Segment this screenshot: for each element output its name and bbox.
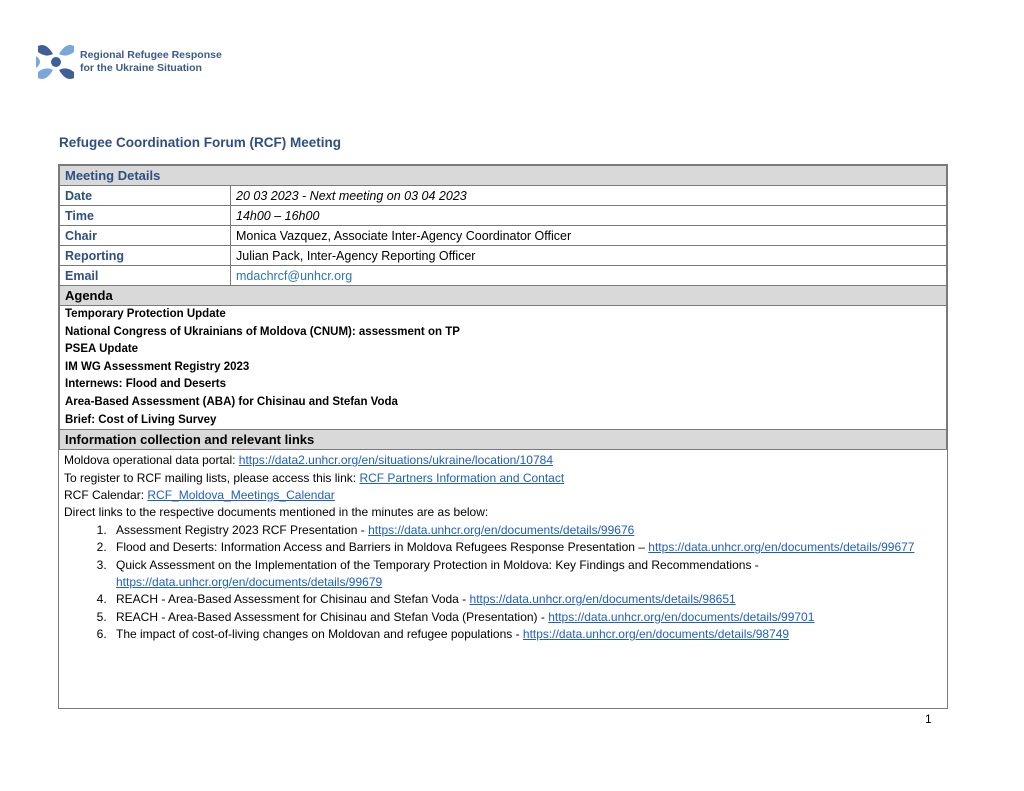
time-value: 14h00 – 16h00 xyxy=(231,206,947,226)
register-line xyxy=(64,470,942,487)
portal-line xyxy=(64,452,942,469)
document-links-list xyxy=(64,522,942,644)
register-link[interactable]: RCF Partners Information and Contact xyxy=(359,470,565,485)
document-link[interactable]: https://data.unhcr.org/en/documents/details/99676 xyxy=(368,522,635,537)
agenda-item: PSEA Update xyxy=(65,343,139,356)
document-link[interactable]: https://data.unhcr.org/en/documents/details/98651 xyxy=(469,592,736,607)
agenda-header: Agenda xyxy=(60,286,947,306)
calendar-text: RCF Calendar: xyxy=(64,487,148,502)
agenda-item: National Congress of Ukrainians of Moldova (CNUM): assessment on TP xyxy=(65,325,460,338)
link-description: Assessment Registry 2023 RCF Presentation - xyxy=(116,522,369,537)
date-label: Date xyxy=(60,186,231,206)
logo xyxy=(34,40,222,84)
reporting-value: Julian Pack, Inter-Agency Reporting Officer xyxy=(231,246,947,266)
list-item xyxy=(110,626,942,643)
date-value: 20 03 2023 - Next meeting on 03 04 2023 xyxy=(231,186,947,206)
direct-links-intro: Direct links to the respective documents mentioned in the minutes are as below: xyxy=(64,505,489,520)
email-label: Email xyxy=(60,266,231,286)
time-label: Time xyxy=(60,206,231,226)
list-item xyxy=(110,591,942,608)
meeting-details-table xyxy=(59,165,947,450)
info-body xyxy=(59,450,947,643)
table-row xyxy=(60,206,947,226)
list-item xyxy=(110,609,942,626)
logo-line-1: Regional Refugee Response xyxy=(80,49,222,61)
email-link[interactable]: mdachrcf@unhcr.org xyxy=(236,268,353,283)
agenda-item: Internews: Flood and Deserts xyxy=(65,378,227,391)
table-row xyxy=(60,246,947,266)
link-description: Quick Assessment on the Implementation of the Temporary Protection in Moldova: Key Findings and Recommendations - xyxy=(116,557,759,572)
calendar-link[interactable]: RCF_Moldova_Meetings_Calendar xyxy=(147,487,335,502)
meeting-details-header: Meeting Details xyxy=(60,166,947,186)
reporting-label: Reporting xyxy=(60,246,231,266)
agenda-item: IM WG Assessment Registry 2023 xyxy=(65,360,250,373)
link-description: The impact of cost-of-living changes on Moldovan and refugee populations - xyxy=(116,627,523,642)
calendar-line xyxy=(64,487,942,504)
portal-link[interactable]: https://data2.unhcr.org/en/situations/ukraine/location/10784 xyxy=(238,453,553,468)
document-link[interactable]: https://data.unhcr.org/en/documents/details/99677 xyxy=(648,540,915,555)
document-link[interactable]: https://data.unhcr.org/en/documents/details/98749 xyxy=(522,627,790,642)
agenda-item: Brief: Cost of Living Survey xyxy=(65,413,217,426)
page-number: 1 xyxy=(925,712,932,726)
document-link[interactable]: https://data.unhcr.org/en/documents/details/99679 xyxy=(116,575,383,589)
table-row xyxy=(60,186,947,206)
link-description: REACH - Area-Based Assessment for Chisinau and Stefan Voda (Presentation) - xyxy=(116,609,549,624)
agenda-item: Area-Based Assessment (ABA) for Chisinau and Stefan Voda xyxy=(65,395,398,408)
agenda-list xyxy=(60,306,947,430)
list-item xyxy=(110,557,942,592)
meeting-document xyxy=(58,164,948,709)
register-text: To register to RCF mailing lists, please access this link: xyxy=(64,470,360,485)
link-description: Flood and Deserts: Information Access and Barriers in Moldova Refugees Response Presentation – xyxy=(116,540,649,555)
table-row xyxy=(60,266,947,286)
table-row xyxy=(60,226,947,246)
logo-line-2: for the Ukraine Situation xyxy=(80,62,202,74)
link-description: REACH - Area-Based Assessment for Chisinau and Stefan Voda - xyxy=(116,592,470,607)
page-title: Refugee Coordination Forum (RCF) Meeting xyxy=(59,135,341,150)
rrp-logo-icon xyxy=(34,40,78,84)
info-header: Information collection and relevant links xyxy=(60,430,947,450)
portal-text: Moldova operational data portal: xyxy=(64,453,239,468)
list-item xyxy=(110,539,942,556)
list-item xyxy=(110,522,942,539)
document-link[interactable]: https://data.unhcr.org/en/documents/details/99701 xyxy=(548,609,815,624)
chair-label: Chair xyxy=(60,226,231,246)
agenda-item: Temporary Protection Update xyxy=(65,308,226,320)
chair-value: Monica Vazquez, Associate Inter-Agency Coordinator Officer xyxy=(231,226,947,246)
